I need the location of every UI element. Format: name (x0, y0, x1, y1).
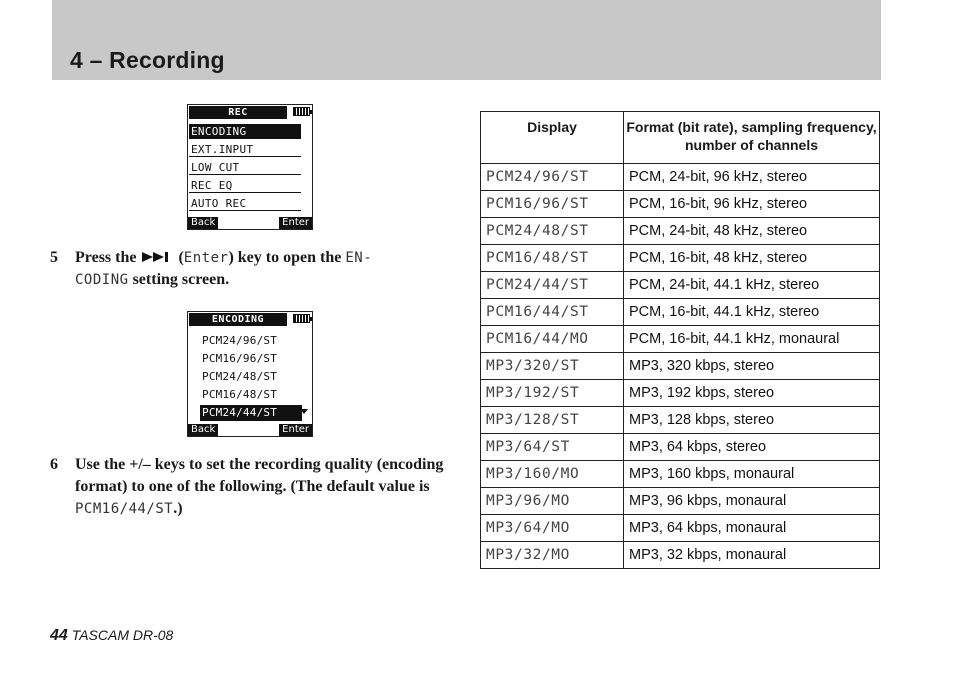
step-6-default-value: PCM16/44/ST (75, 501, 174, 517)
table-cell-format: PCM, 16-bit, 44.1 kHz, monaural (624, 326, 880, 353)
lcd-enc-option: PCM24/48/ST (202, 370, 278, 383)
lcd-rec-title: REC (189, 106, 287, 119)
step-5-key: Enter (183, 250, 229, 266)
table-cell-display: MP3/32/MO (481, 542, 624, 569)
table-row (481, 353, 880, 380)
table-row (481, 245, 880, 272)
battery-icon (293, 107, 310, 116)
table-cell-format: PCM, 24-bit, 96 kHz, stereo (624, 164, 880, 191)
table-cell-format: PCM, 16-bit, 48 kHz, stereo (624, 245, 880, 272)
step-5-text-d: setting screen. (132, 271, 230, 288)
step-5-number: 5 (50, 249, 58, 266)
table-cell-display: MP3/128/ST (481, 407, 624, 434)
table-header-format: Format (bit rate), sampling frequency, number of channels (624, 112, 880, 164)
step-5-text (75, 247, 445, 291)
lcd-rec-item-rec-eq: REC EQ (189, 178, 301, 193)
table-header-display: Display (481, 112, 624, 164)
table-row (481, 326, 880, 353)
table-cell-format: MP3, 160 kbps, monaural (624, 461, 880, 488)
table-row (481, 488, 880, 515)
table-cell-format: PCM, 16-bit, 44.1 kHz, stereo (624, 299, 880, 326)
lcd-rec-screen (187, 104, 313, 230)
table-row (481, 299, 880, 326)
lcd-enc-option: PCM24/96/ST (202, 334, 278, 347)
lcd-enc-back-label: Back (188, 424, 218, 436)
encoding-table-body (481, 164, 880, 569)
table-row (481, 380, 880, 407)
table-cell-display: PCM16/44/ST (481, 299, 624, 326)
step-6-text (75, 454, 445, 520)
lcd-rec-item-encoding: ENCODING (189, 124, 301, 139)
table-cell-display: PCM16/44/MO (481, 326, 624, 353)
table-row (481, 272, 880, 299)
table-cell-display: PCM24/96/ST (481, 164, 624, 191)
table-cell-format: MP3, 320 kbps, stereo (624, 353, 880, 380)
table-cell-format: MP3, 128 kbps, stereo (624, 407, 880, 434)
lcd-enc-title: ENCODING (189, 313, 287, 326)
table-row (481, 542, 880, 569)
table-cell-display: PCM24/48/ST (481, 218, 624, 245)
lcd-enc-enter-label: Enter (279, 424, 312, 436)
page-number: 44 (50, 627, 68, 644)
page-footer (50, 627, 173, 645)
step-6-text-a: Use the +/– keys to set the recording quality (encoding format) to one of the following. (The default value is (75, 456, 444, 495)
lcd-enc-option: PCM16/96/ST (202, 352, 278, 365)
table-cell-format: MP3, 32 kbps, monaural (624, 542, 880, 569)
table-row (481, 515, 880, 542)
table-cell-display: MP3/192/ST (481, 380, 624, 407)
lcd-rec-item-auto-rec: AUTO REC (189, 196, 301, 211)
table-cell-display: MP3/160/MO (481, 461, 624, 488)
table-row (481, 218, 880, 245)
step-5-text-b: ( (178, 249, 184, 266)
page-header (52, 0, 881, 80)
table-row (481, 407, 880, 434)
step-5-screen-name-2: CODING (75, 272, 129, 288)
lcd-rec-item-ext-input: EXT.INPUT (189, 142, 301, 157)
page-title: 4 – Recording (70, 47, 225, 73)
lcd-rec-back-label: Back (188, 217, 218, 229)
table-cell-format: PCM, 16-bit, 96 kHz, stereo (624, 191, 880, 218)
table-cell-display: PCM24/44/ST (481, 272, 624, 299)
table-cell-format: PCM, 24-bit, 48 kHz, stereo (624, 218, 880, 245)
table-cell-format: MP3, 64 kbps, monaural (624, 515, 880, 542)
step-6-text-end: .) (173, 500, 183, 517)
step-6-number: 6 (50, 456, 58, 473)
table-row (481, 434, 880, 461)
table-cell-format: PCM, 24-bit, 44.1 kHz, stereo (624, 272, 880, 299)
scroll-down-icon (300, 409, 308, 414)
table-row (481, 461, 880, 488)
table-cell-display: PCM16/96/ST (481, 191, 624, 218)
encoding-format-table (480, 111, 880, 569)
table-cell-display: MP3/64/MO (481, 515, 624, 542)
battery-icon (293, 314, 310, 323)
product-name: TASCAM DR-08 (71, 627, 174, 643)
table-cell-display: MP3/96/MO (481, 488, 624, 515)
lcd-rec-enter-label: Enter (279, 217, 312, 229)
table-cell-format: MP3, 96 kbps, monaural (624, 488, 880, 515)
step-5-text-a: Press the (75, 249, 137, 266)
skip-forward-icon (140, 251, 174, 263)
table-cell-format: MP3, 192 kbps, stereo (624, 380, 880, 407)
table-row (481, 191, 880, 218)
table-cell-display: MP3/64/ST (481, 434, 624, 461)
step-5-text-c: ) key to open the (228, 249, 342, 266)
lcd-rec-item-low-cut: LOW CUT (189, 160, 301, 175)
table-cell-format: MP3, 64 kbps, stereo (624, 434, 880, 461)
table-cell-display: MP3/320/ST (481, 353, 624, 380)
step-5-screen-name-1: EN- (345, 250, 373, 266)
table-row (481, 164, 880, 191)
lcd-encoding-screen (187, 311, 313, 437)
lcd-enc-option: PCM16/48/ST (202, 388, 278, 401)
lcd-enc-option-selected: PCM24/44/ST (200, 405, 302, 421)
table-cell-display: PCM16/48/ST (481, 245, 624, 272)
